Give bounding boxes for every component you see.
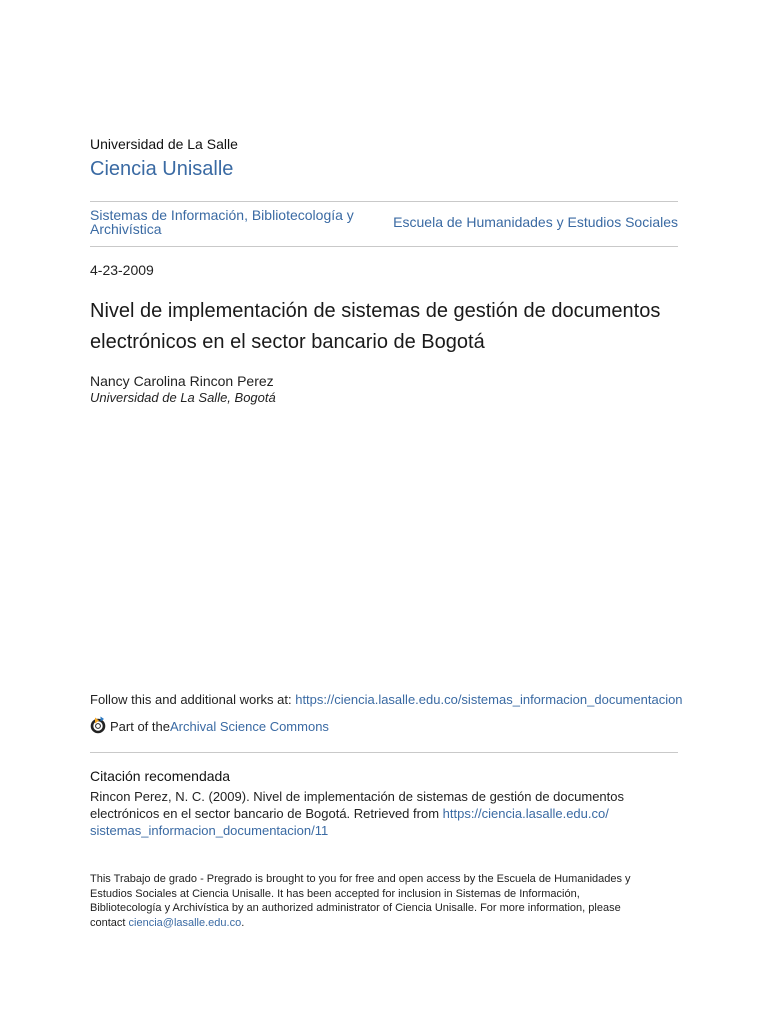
archival-science-commons-link[interactable]: Archival Science Commons: [169, 719, 329, 734]
author-name: Nancy Carolina Rincon Perez: [90, 373, 274, 389]
part-of-prefix: Part of the: [110, 719, 170, 734]
institution-name: Universidad de La Salle: [90, 136, 238, 152]
author-affiliation: Universidad de La Salle, Bogotá: [90, 390, 276, 405]
contact-email-link[interactable]: ciencia@lasalle.edu.co: [128, 916, 242, 929]
divider-citation: [90, 752, 678, 753]
citation-text: [90, 788, 680, 839]
follow-line: [90, 692, 683, 707]
network-icon: [90, 716, 110, 737]
publication-date: 4-23-2009: [90, 262, 154, 278]
repository-link[interactable]: Ciencia Unisalle: [90, 158, 234, 180]
citation-url-link-part1[interactable]: https://ciencia.lasalle.edu.co/: [442, 806, 609, 821]
part-of-line: [90, 716, 329, 737]
cover-page: [90, 0, 683, 1024]
document-title: Nivel de implementación de sistemas de gestión de documentos electrónicos en el sector bancario de Bogotá: [90, 300, 661, 353]
notice-text: This Trabajo de grado - Pregrado is brought to you for free and open access by the Escuela de Humanidades y Estudios Sociales at Ciencia Unisalle. It has been accepted for inclusion in Sistemas de Información, Bibliotecología y Archivística by an authorized administrator of Ciencia Unisalle. For more information, please contact: [90, 873, 631, 929]
access-notice: [90, 872, 650, 930]
collection-link-sistemas[interactable]: Sistemas de Información, Bibliotecología y Archivística: [90, 207, 354, 237]
collection-link-escuela[interactable]: Escuela de Humanidades y Estudios Sociales: [393, 214, 678, 230]
citation-url-link-part2[interactable]: sistemas_informacion_documentacion/11: [90, 823, 329, 838]
divider-top: [90, 201, 678, 202]
divider-collections: [90, 246, 678, 247]
follow-prefix: Follow this and additional works at:: [90, 692, 296, 707]
notice-end: .: [241, 916, 245, 929]
citation-heading: Citación recomendada: [90, 768, 231, 784]
collection-url-link[interactable]: https://ciencia.lasalle.edu.co/sistemas_informacion_documentacion: [295, 692, 683, 707]
citation-body: Rincon Perez, N. C. (2009). Nivel de implementación de sistemas de gestión de documentos electrónicos en el sector bancario de Bogotá. Retrieved from: [90, 789, 624, 821]
